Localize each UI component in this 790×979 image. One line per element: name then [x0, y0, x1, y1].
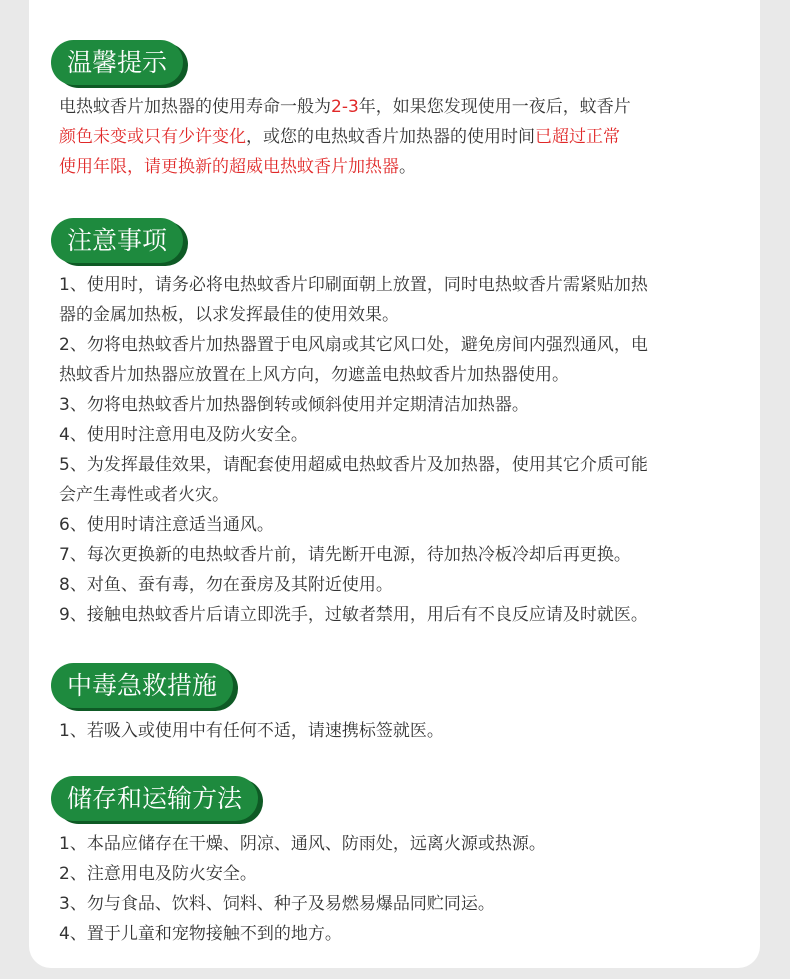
tip-text-3: ，或您的电热蚊香片加热器的使用时间	[246, 127, 535, 147]
tip-section-title: 温馨提示	[51, 40, 183, 85]
notice-line: 器的金属加热板，以求发挥最佳的使用效果。	[59, 305, 399, 325]
tip-text-4: 。	[399, 157, 416, 177]
tip-replace-highlight: 使用年限，请更换新的超威电热蚊香片加热器	[59, 157, 399, 177]
tip-exceeded-highlight: 已超过正常	[535, 127, 620, 147]
tip-paragraph	[59, 92, 749, 182]
tip-text-1: 电热蚊香片加热器的使用寿命一般为	[59, 97, 331, 117]
notice-line: 会产生毒性或者火灾。	[59, 485, 229, 505]
storage-section-title: 储存和运输方法	[51, 776, 258, 821]
notice-line: 8、对鱼、蚕有毒，勿在蚕房及其附近使用。	[59, 575, 393, 595]
storage-line: 4、置于儿童和宠物接触不到的地方。	[59, 924, 342, 944]
notice-list	[59, 270, 749, 630]
notice-line: 热蚊香片加热器应放置在上风方向，勿遮盖电热蚊香片加热器使用。	[59, 365, 569, 385]
notice-line: 7、每次更换新的电热蚊香片前，请先断开电源，待加热冷板冷却后再更换。	[59, 545, 631, 565]
firstaid-section-title: 中毒急救措施	[51, 663, 233, 708]
notice-line: 1、使用时，请务必将电热蚊香片印刷面朝上放置，同时电热蚊香片需紧贴加热	[59, 275, 648, 295]
notice-line: 9、接触电热蚊香片后请立即洗手，过敏者禁用，用后有不良反应请及时就医。	[59, 605, 648, 625]
notice-line: 5、为发挥最佳效果，请配套使用超威电热蚊香片及加热器，使用其它介质可能	[59, 455, 648, 475]
firstaid-list	[59, 716, 749, 746]
storage-line: 1、本品应储存在干燥、阴凉、通风、防雨处，远离火源或热源。	[59, 834, 546, 854]
storage-line: 3、勿与食品、饮料、饲料、种子及易燃易爆品同贮同运。	[59, 894, 495, 914]
storage-line: 2、注意用电及防火安全。	[59, 864, 257, 884]
notice-line: 2、勿将电热蚊香片加热器置于电风扇或其它风口处，避免房间内强烈通风，电	[59, 335, 648, 355]
firstaid-line: 1、若吸入或使用中有任何不适，请速携标签就医。	[59, 721, 444, 741]
notice-line: 6、使用时请注意适当通风。	[59, 515, 274, 535]
notice-line: 3、勿将电热蚊香片加热器倒转或倾斜使用并定期清洁加热器。	[59, 395, 529, 415]
storage-list	[59, 829, 749, 949]
tip-color-highlight: 颜色未变或只有少许变化	[59, 127, 246, 147]
tip-text-2: 年，如果您发现使用一夜后，蚊香片	[358, 97, 631, 117]
notice-line: 4、使用时注意用电及防火安全。	[59, 425, 308, 445]
notice-section-title: 注意事项	[51, 218, 183, 263]
tip-lifespan-highlight: 2-3	[331, 97, 359, 117]
